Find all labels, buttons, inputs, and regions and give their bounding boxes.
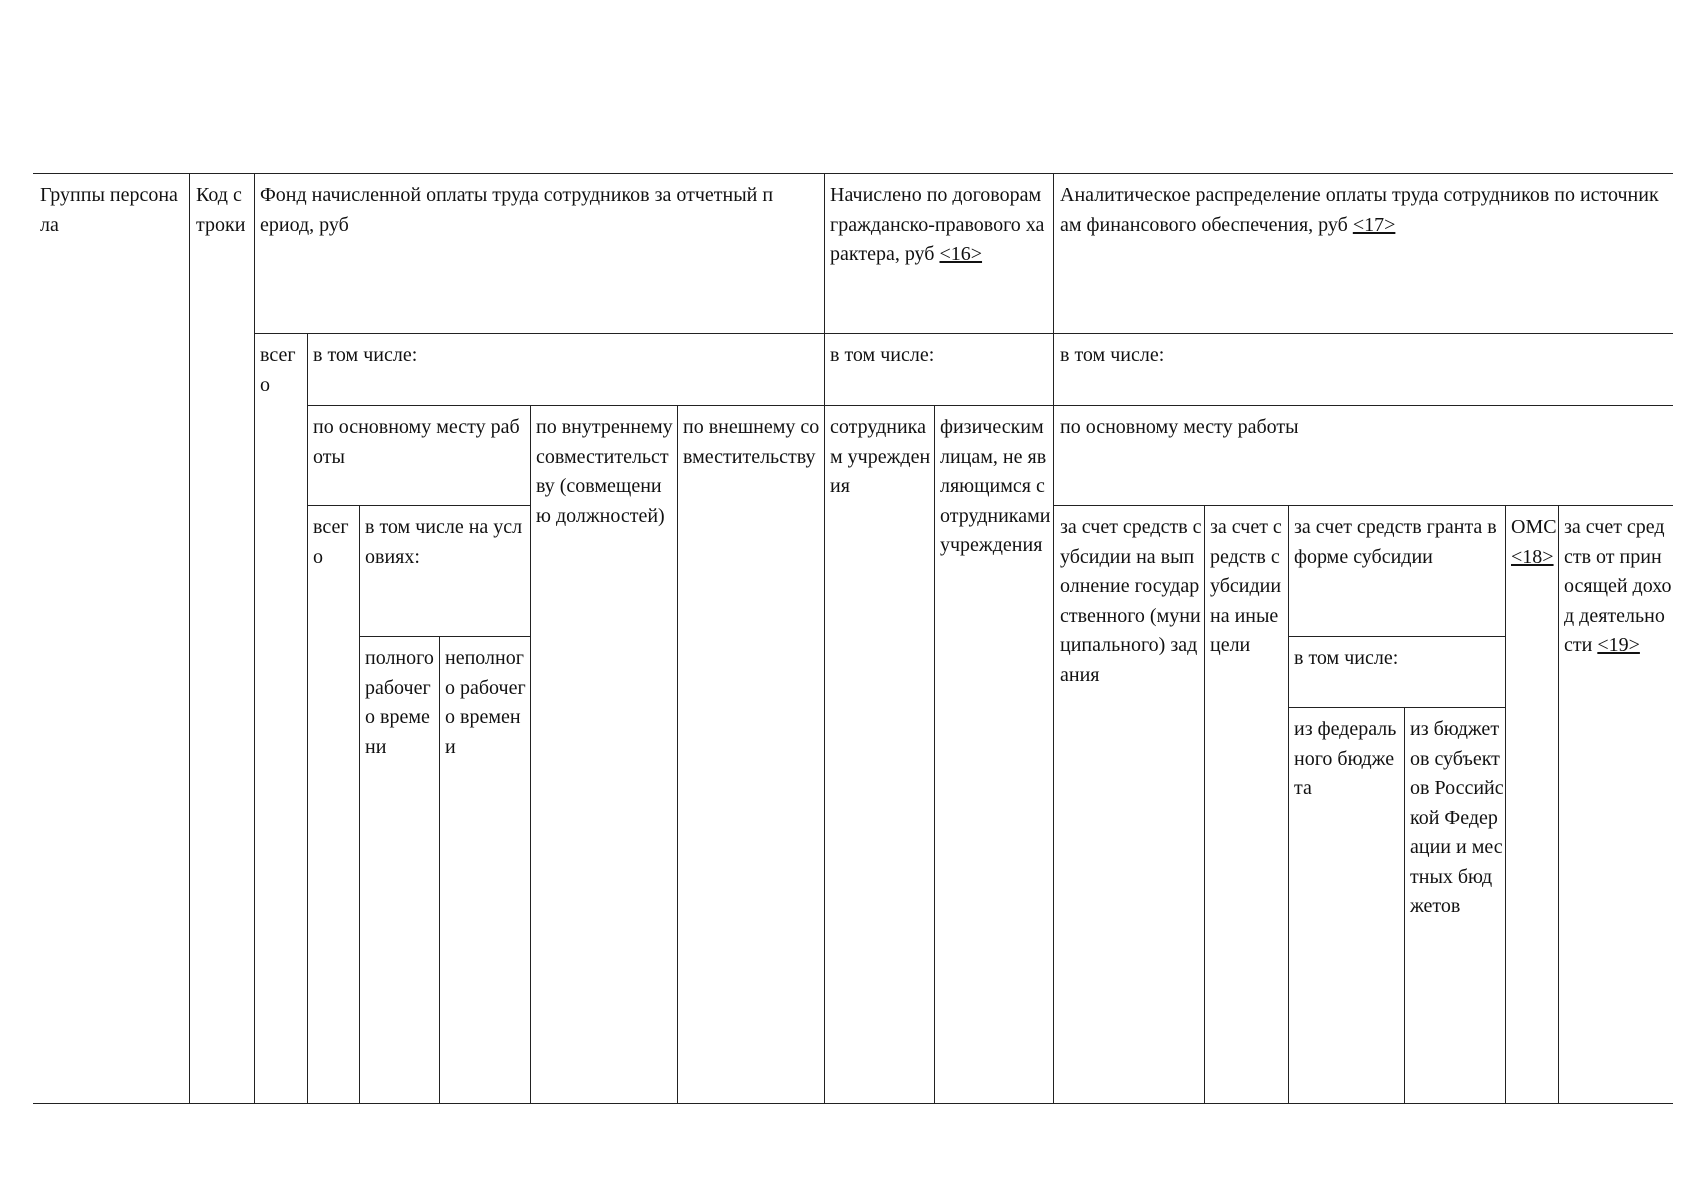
column-divider [824,173,825,1103]
header-fund-total: всего [260,344,296,396]
header-subsidy-other: за счет средств субсидии на иные цели [1210,516,1282,656]
column-divider [439,636,440,1103]
row-divider [307,405,1673,406]
table-bottom-border [33,1103,1673,1104]
header-grant-including: в том числе: [1294,647,1399,669]
header-internal-parttime: по внутреннему совместительству (совмещению должностей) [536,416,673,527]
column-divider [677,405,678,1103]
header-oms-text: ОМС [1511,516,1557,538]
header-analytic-main-workplace: по основному месту работы [1060,416,1299,438]
column-divider [1288,505,1289,1103]
header-part-time: неполного рабочего времени [445,647,526,758]
row-divider [254,333,1673,334]
header-grant-subsidy: за счет средств гранта в форме субсидии [1294,516,1497,568]
column-divider [1505,505,1506,1103]
column-divider [1053,173,1054,1103]
footnote-link-19[interactable]: <19> [1597,634,1640,656]
header-personnel-groups: Группы персонала [40,184,178,236]
header-oms [1511,513,1557,572]
column-divider [1404,707,1405,1103]
header-fund-including: в том числе: [313,344,418,366]
row-divider [1288,636,1505,637]
header-civil-contracts-text: Начислено по договорам гражданско-правового характера, руб [830,184,1045,265]
table-top-border [33,173,1673,174]
header-income-text: за счет средств от приносящей доход деятельности [1564,516,1672,656]
header-analytic-text: Аналитическое распределение оплаты труда сотрудников по источникам финансового обеспечения, руб [1060,184,1659,236]
header-main-conditions: в том числе на условиях: [365,516,523,568]
header-main-total: всего [313,516,349,568]
header-civil-employees: сотрудникам учреждения [830,416,931,497]
row-divider [1053,505,1673,506]
header-line-code: Код строки [196,184,246,236]
header-analytic-distribution [1060,181,1660,240]
header-external-parttime: по внешнему совместительству [683,416,820,468]
header-main-workplace: по основному месту работы [313,416,520,468]
column-divider [307,333,308,1103]
row-divider [359,636,530,637]
header-federal-budget: из федерального бюджета [1294,718,1397,799]
header-regional-budgets: из бюджетов субъектов Российской Федерации и местных бюджетов [1410,718,1504,917]
header-civil-individuals: физическим лицам, не являющимся сотрудниками учреждения [940,416,1051,556]
header-subsidy-state-task: за счет средств субсидии на выполнение государственного (муниципального) задания [1060,516,1202,686]
header-payroll-fund: Фонд начисленной оплаты труда сотрудников за отчетный период, руб [260,184,774,236]
row-divider [1288,707,1505,708]
column-divider [934,405,935,1103]
column-divider [530,405,531,1103]
header-analytic-including: в том числе: [1060,344,1165,366]
column-divider [1558,505,1559,1103]
footnote-link-18[interactable]: <18> [1511,545,1554,568]
footnote-link-16[interactable]: <16> [939,243,983,265]
header-civil-including: в том числе: [830,344,935,366]
footnote-link-17[interactable]: <17> [1352,213,1396,236]
column-divider [189,173,190,1103]
row-divider [307,505,530,506]
column-divider [254,173,255,1103]
header-civil-contracts [830,181,1052,270]
column-divider [359,505,360,1103]
header-income-activity [1564,513,1672,661]
column-divider [1204,505,1205,1103]
header-full-time: полного рабочего времени [365,647,434,758]
